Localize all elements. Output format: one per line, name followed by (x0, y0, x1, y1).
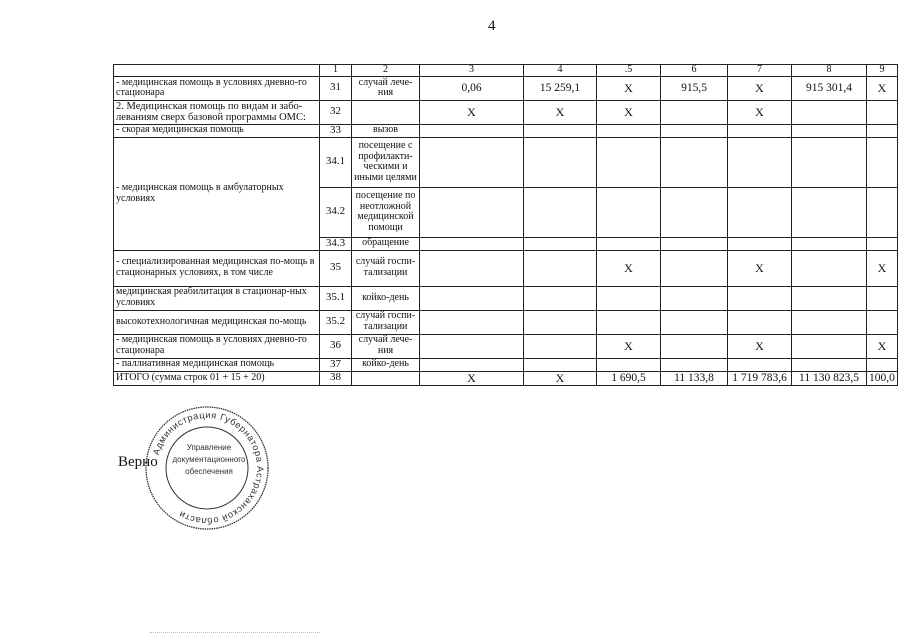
cell-col6 (661, 286, 728, 310)
cell-col3 (420, 237, 524, 250)
row-unit: случай лече-ния (352, 334, 420, 358)
cell-col9 (867, 124, 898, 137)
cell-col9 (867, 137, 898, 187)
cell-col7 (728, 124, 792, 137)
cell-col9 (867, 358, 898, 371)
cell-col9: Х (867, 334, 898, 358)
cell-col6 (661, 310, 728, 334)
cell-col3 (420, 310, 524, 334)
row-unit (352, 100, 420, 124)
row-label: - скорая медицинская помощь (114, 124, 320, 137)
cell-col6: 915,5 (661, 76, 728, 100)
table-header-row (114, 65, 898, 77)
row-label: - паллиативная медицинская помощь (114, 358, 320, 371)
stamp-center-line: документационного (172, 455, 246, 464)
row-unit: посещение с профилакти-ческими и иными целями (352, 137, 420, 187)
cell-col8 (792, 250, 867, 286)
cell-col6 (661, 334, 728, 358)
table-row (114, 100, 898, 124)
stamp-ring-text: Администрация Губернатора Астраханской области (150, 409, 266, 527)
row-unit: посещение по неотложной медицинской помощи (352, 187, 420, 237)
cell-col5 (597, 137, 661, 187)
cell-col4: Х (524, 100, 597, 124)
header-cell: .5 (597, 65, 661, 77)
cell-col7: 1 719 783,6 (728, 371, 792, 385)
cell-col6 (661, 187, 728, 237)
row-label: - специализированная медицинская по-мощь в стационарных условиях, в том числе (114, 250, 320, 286)
row-number: 34.2 (320, 187, 352, 237)
header-cell: 1 (320, 65, 352, 77)
cell-col4 (524, 237, 597, 250)
table-row (114, 137, 898, 187)
cell-col7 (728, 310, 792, 334)
row-label: медицинская реабилитация в стационар-ных условиях (114, 286, 320, 310)
cell-col5 (597, 358, 661, 371)
table-row (114, 250, 898, 286)
cell-col6 (661, 250, 728, 286)
cell-col9: Х (867, 76, 898, 100)
cell-col7 (728, 137, 792, 187)
cell-col3 (420, 187, 524, 237)
cell-col8 (792, 124, 867, 137)
cell-col9 (867, 100, 898, 124)
cell-col7 (728, 237, 792, 250)
cell-col5: Х (597, 76, 661, 100)
cell-col6 (661, 358, 728, 371)
table-row (114, 334, 898, 358)
row-unit: случай лече-ния (352, 76, 420, 100)
cell-col6 (661, 237, 728, 250)
row-label: - медицинская помощь в условиях дневно-го стационара (114, 76, 320, 100)
header-cell: 3 (420, 65, 524, 77)
row-unit: случай госпи-тализации (352, 310, 420, 334)
row-number: 34.1 (320, 137, 352, 187)
cell-col3 (420, 124, 524, 137)
cell-col5: Х (597, 334, 661, 358)
cell-col4 (524, 310, 597, 334)
cell-col3 (420, 137, 524, 187)
row-unit: койко-день (352, 358, 420, 371)
cell-col7 (728, 187, 792, 237)
cell-col8 (792, 237, 867, 250)
cell-col3 (420, 358, 524, 371)
cell-col6 (661, 124, 728, 137)
cell-col5 (597, 310, 661, 334)
cell-col4 (524, 250, 597, 286)
table-row-total (114, 371, 898, 385)
header-cell: 2 (352, 65, 420, 77)
row-label: - медицинская помощь в условиях дневно-го стационара (114, 334, 320, 358)
cell-col9 (867, 310, 898, 334)
cell-col4 (524, 334, 597, 358)
row-number: 36 (320, 334, 352, 358)
cell-col6 (661, 100, 728, 124)
row-unit: случай госпи-тализации (352, 250, 420, 286)
cell-col4 (524, 358, 597, 371)
table-row (114, 124, 898, 137)
cell-col8: 915 301,4 (792, 76, 867, 100)
row-number: 35.1 (320, 286, 352, 310)
header-cell: 6 (661, 65, 728, 77)
stamp-center-line: обеспечения (185, 467, 233, 476)
row-unit: койко-день (352, 286, 420, 310)
row-label: 2. Медицинская помощь по видам и забо-леваниям сверх базовой программы ОМС: (114, 100, 320, 124)
cell-col7 (728, 358, 792, 371)
row-unit (352, 371, 420, 385)
cell-col3 (420, 250, 524, 286)
cell-col9: 100,0 (867, 371, 898, 385)
row-number: 38 (320, 371, 352, 385)
cell-col4: 15 259,1 (524, 76, 597, 100)
row-label: ИТОГО (сумма строк 01 + 15 + 20) (114, 371, 320, 385)
cell-col6 (661, 137, 728, 187)
verno-label: Верно (118, 454, 158, 470)
cell-col5 (597, 286, 661, 310)
cell-col5 (597, 237, 661, 250)
cell-col9: Х (867, 250, 898, 286)
cell-col8 (792, 334, 867, 358)
cell-col4: Х (524, 371, 597, 385)
row-unit: вызов (352, 124, 420, 137)
header-cell: 8 (792, 65, 867, 77)
cell-col3: Х (420, 100, 524, 124)
financing-table (113, 64, 898, 386)
cell-col8 (792, 286, 867, 310)
stamp-center-line: Управление (186, 443, 232, 452)
cell-col3 (420, 334, 524, 358)
cell-col8 (792, 358, 867, 371)
cell-col3: 0,06 (420, 76, 524, 100)
cell-col9 (867, 237, 898, 250)
cell-col4 (524, 187, 597, 237)
header-cell: 4 (524, 65, 597, 77)
cell-col8 (792, 187, 867, 237)
cell-col7: Х (728, 100, 792, 124)
cell-col8 (792, 310, 867, 334)
cell-col5: 1 690,5 (597, 371, 661, 385)
row-number: 37 (320, 358, 352, 371)
row-label: высокотехнологичная медицинская по-мощь (114, 310, 320, 334)
table-row (114, 358, 898, 371)
row-number: 33 (320, 124, 352, 137)
cell-col5 (597, 124, 661, 137)
header-cell-blank (114, 65, 320, 77)
cell-col7: Х (728, 334, 792, 358)
cell-col8 (792, 137, 867, 187)
cell-col7: Х (728, 250, 792, 286)
row-number: 31 (320, 76, 352, 100)
cell-col5: Х (597, 250, 661, 286)
cell-col5: Х (597, 100, 661, 124)
table-row (114, 76, 898, 100)
cell-col3: Х (420, 371, 524, 385)
cell-col6: 11 133,8 (661, 371, 728, 385)
cell-col5 (597, 187, 661, 237)
cell-col4 (524, 124, 597, 137)
row-label: - медицинская помощь в амбулаторных условиях (114, 137, 320, 250)
row-number: 35.2 (320, 310, 352, 334)
row-number: 32 (320, 100, 352, 124)
table-row (114, 310, 898, 334)
official-stamp (143, 404, 271, 532)
cell-col3 (420, 286, 524, 310)
row-number: 34.3 (320, 237, 352, 250)
cell-col7 (728, 286, 792, 310)
cell-col7: Х (728, 76, 792, 100)
cell-col9 (867, 286, 898, 310)
cell-col9 (867, 187, 898, 237)
page-number: 4 (488, 18, 496, 34)
header-cell: 7 (728, 65, 792, 77)
page-footer-mark (150, 632, 320, 637)
header-cell: 9 (867, 65, 898, 77)
table-row (114, 286, 898, 310)
row-unit: обращение (352, 237, 420, 250)
row-number: 35 (320, 250, 352, 286)
cell-col8: 11 130 823,5 (792, 371, 867, 385)
cell-col4 (524, 286, 597, 310)
cell-col4 (524, 137, 597, 187)
cell-col8 (792, 100, 867, 124)
